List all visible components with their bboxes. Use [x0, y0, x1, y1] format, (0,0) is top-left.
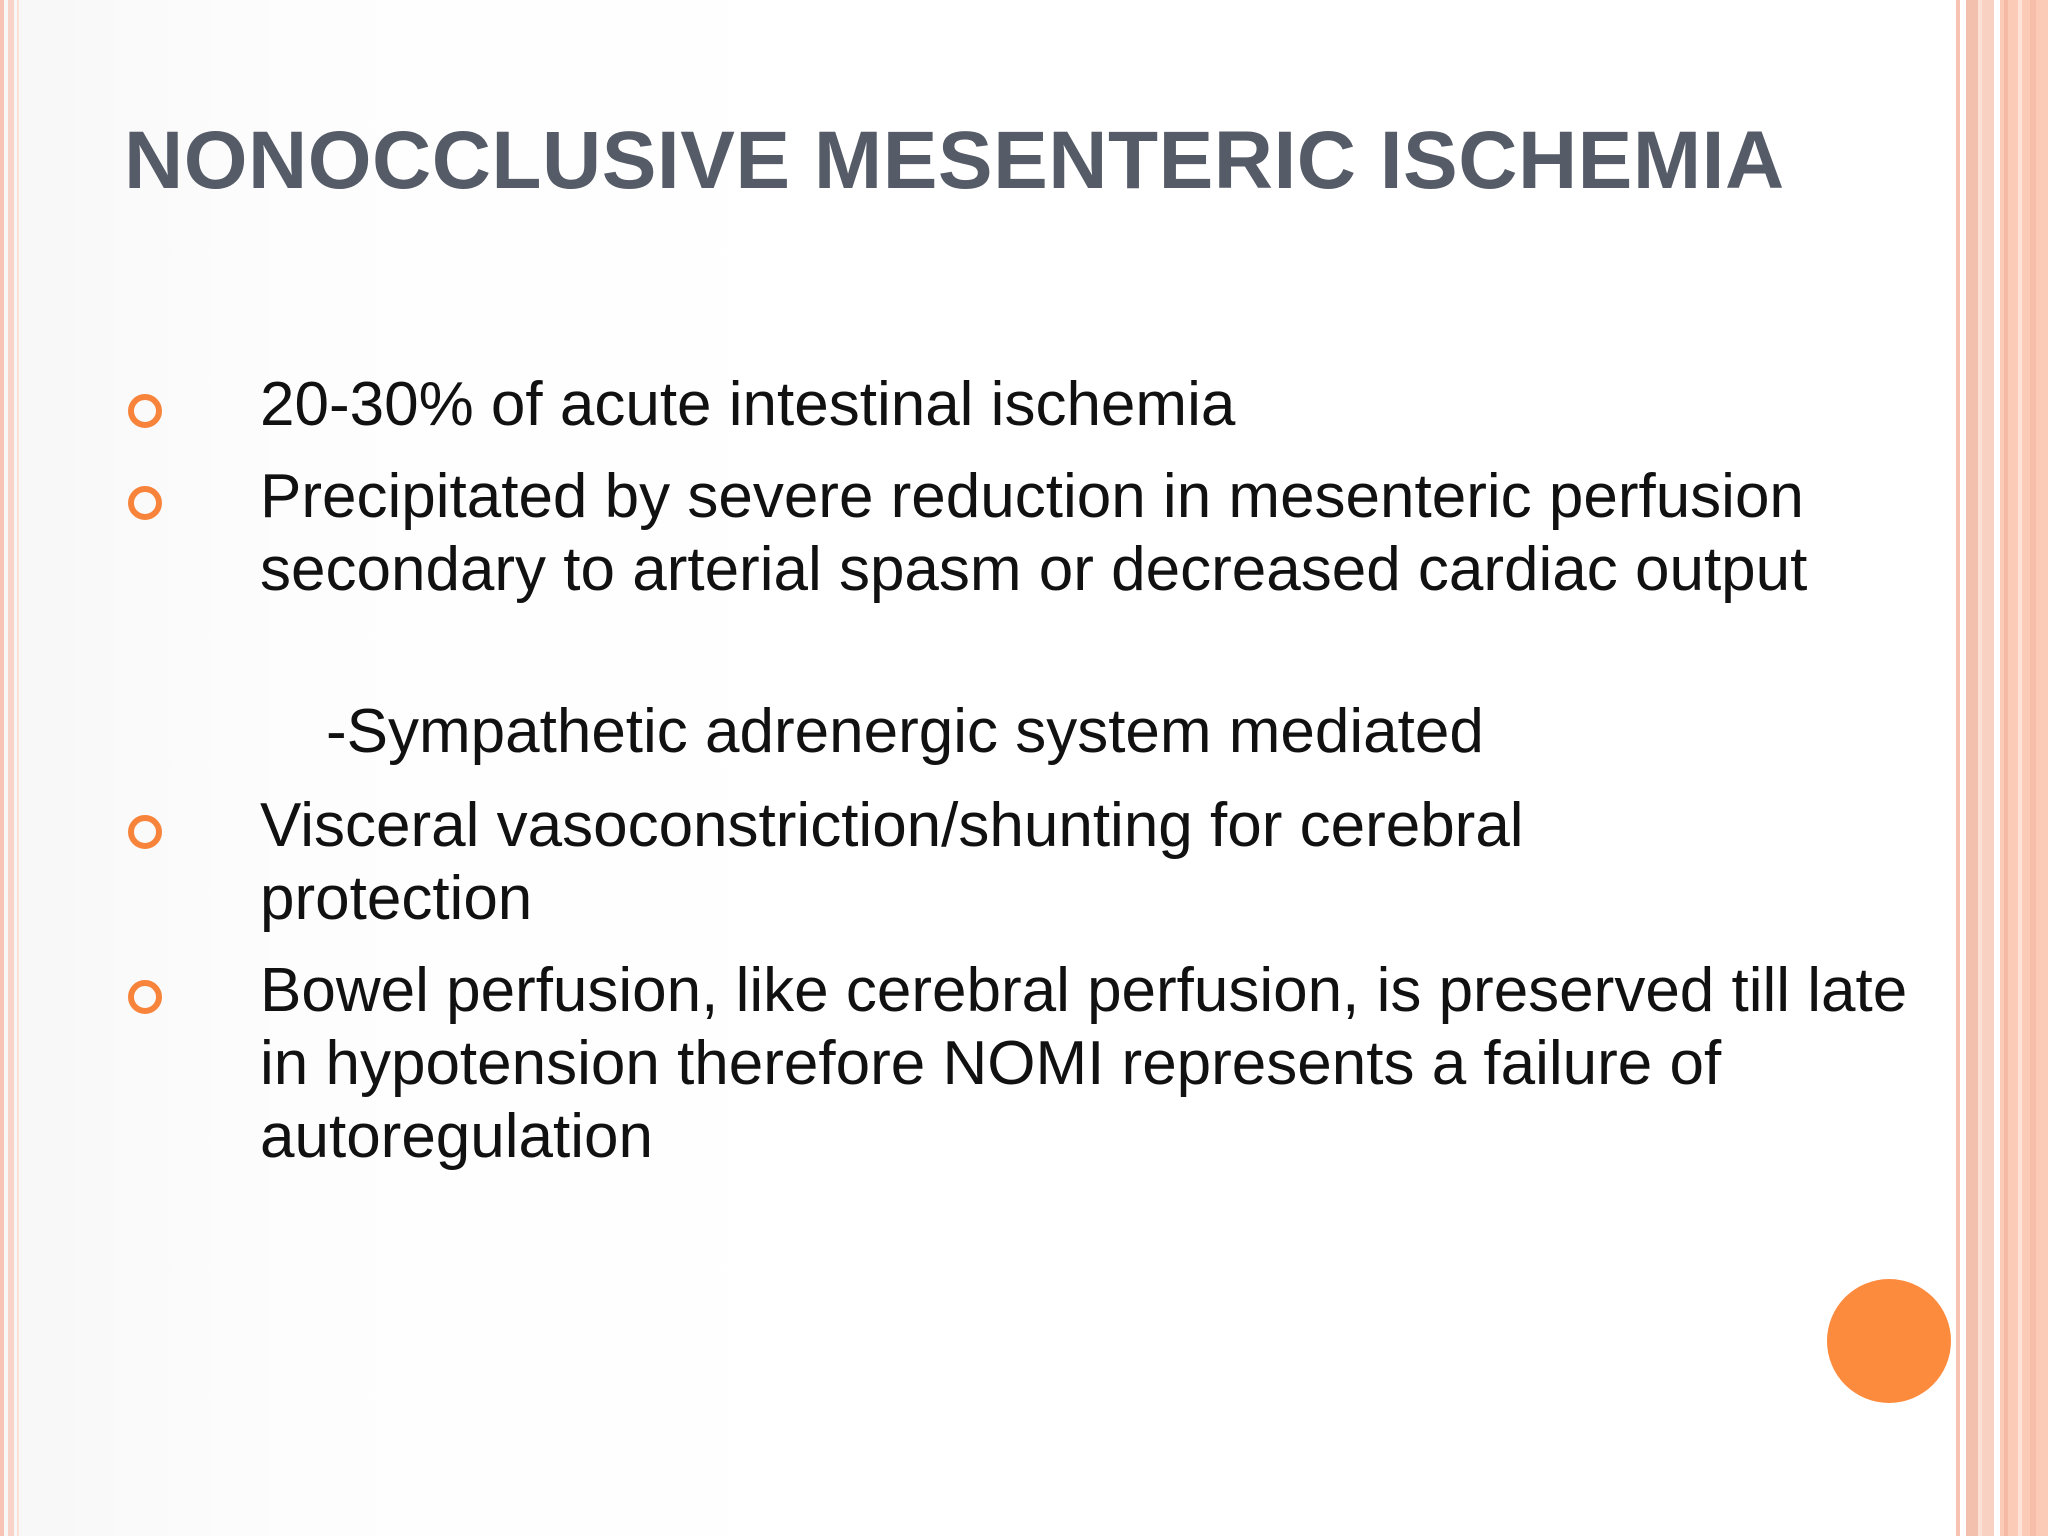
left-border-line [17, 0, 19, 1536]
bullet-item-2: Precipitated by severe reduction in mesenteric perfusion secondary to arterial spasm or decreased cardiac output [260, 462, 1808, 604]
right-border-line [2030, 0, 2036, 1536]
right-border-gap [1994, 0, 2000, 1536]
circle-bullet-icon [128, 486, 162, 520]
decorative-orb [1827, 1279, 1951, 1403]
circle-bullet-icon [128, 815, 162, 849]
bullet-item-4: Bowel perfusion, like cerebral perfusion, is preserved till late in hypotension therefore NOMI represents a failure of autoregulation [260, 956, 1908, 1171]
right-border-line [1966, 0, 1978, 1536]
left-border-line [8, 0, 14, 1536]
right-border-line [2004, 0, 2008, 1536]
circle-bullet-icon [128, 394, 162, 428]
bullet-item-1: 20-30% of acute intestinal ischemia [260, 370, 1236, 439]
right-border-line [2018, 0, 2022, 1536]
circle-bullet-icon [128, 980, 162, 1014]
sub-point: -Sympathetic adrenergic system mediated [326, 697, 1484, 766]
slide-title: NONOCCLUSIVE MESENTERIC ISCHEMIA [124, 115, 1785, 206]
bullet-item-3: Visceral vasoconstriction/shunting for cerebral protection [260, 791, 1524, 933]
right-border-line [1982, 0, 1994, 1536]
left-border-line [0, 0, 4, 1536]
